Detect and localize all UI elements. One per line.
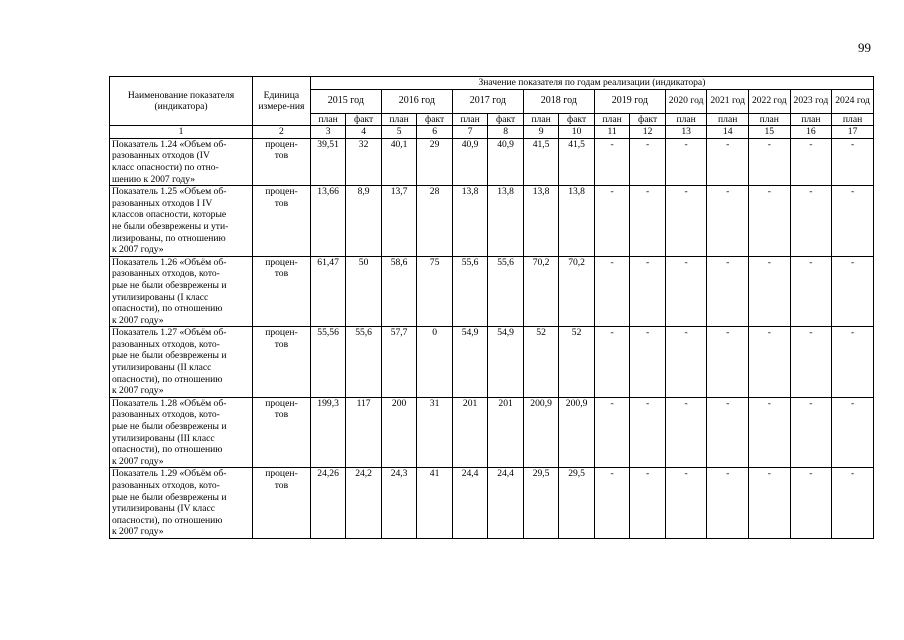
value-cell: - [594,327,630,398]
value-cell: 52 [559,327,595,398]
header-plan: план [381,113,417,126]
column-number: 14 [707,126,749,139]
value-cell: 39,51 [310,138,346,185]
value-cell: 13,8 [452,186,488,257]
value-cell: - [749,468,791,539]
column-number: 12 [630,126,666,139]
value-cell: - [832,138,874,185]
unit-cell [253,186,311,257]
table-row [110,256,874,327]
value-cell: 55,56 [310,327,346,398]
value-cell: 8,9 [346,186,382,257]
value-cell: - [790,138,832,185]
header-fact: факт [559,113,595,126]
indicator-name [110,186,253,257]
header-year: 2020 год [665,89,707,113]
value-cell: 75 [417,256,453,327]
indicator-name [110,138,253,185]
indicator-name-line: утилизированы (II класс [112,362,212,374]
indicator-name-line: классов опасности, которые [112,209,227,221]
value-cell: - [707,186,749,257]
indicator-name-line: Показатель 1.25 «Объем об- [112,186,227,198]
value-cell: 13,8 [559,186,595,257]
value-cell: - [594,256,630,327]
value-cell: 199,3 [310,397,346,468]
header-unit-col: Единица измере-ния [253,77,311,126]
indicator-name [110,397,253,468]
column-number: 8 [488,126,524,139]
value-cell: - [707,327,749,398]
value-cell: - [665,256,707,327]
value-cell: - [665,138,707,185]
value-cell: 29,5 [523,468,559,539]
header-plan: план [790,113,832,126]
value-cell: - [707,138,749,185]
value-cell: 200,9 [559,397,595,468]
value-cell: - [749,186,791,257]
value-cell: 32 [346,138,382,185]
column-number: 17 [832,126,874,139]
column-number: 2 [253,126,311,139]
value-cell: 40,1 [381,138,417,185]
indicator-name-line: Показатель 1.24 «Объем об- [112,138,227,150]
value-cell: - [594,186,630,257]
value-cell: 13,8 [488,186,524,257]
indicator-name-line: утилизированы (I класс [112,291,209,303]
indicator-name-line: разованных отходов I IV [112,197,213,209]
value-cell: 117 [346,397,382,468]
value-cell: - [665,327,707,398]
indicator-name-line: рые не были обезврежены и [112,279,227,291]
value-cell: - [594,138,630,185]
value-cell: 70,2 [523,256,559,327]
unit-line: процен- [265,256,298,268]
value-cell: - [630,256,666,327]
value-cell: - [630,327,666,398]
column-number: 13 [665,126,707,139]
value-cell: - [707,468,749,539]
indicator-name-line: рые не были обезврежены и [112,421,227,433]
indicator-name-line: класс опасности) по отно- [112,161,219,173]
indicator-name-line: Показатель 1.26 «Объём об- [112,256,227,268]
value-cell: 28 [417,186,453,257]
value-cell: - [665,186,707,257]
value-cell: - [665,397,707,468]
value-cell: - [832,327,874,398]
unit-line: процен- [265,468,298,480]
column-number: 3 [310,126,346,139]
header-plan: план [707,113,749,126]
indicator-name [110,256,253,327]
header-name-col: Наименование показателя (индикатора) [110,77,253,126]
unit-line: тов [274,409,289,421]
value-cell: 41,5 [559,138,595,185]
value-cell: 13,66 [310,186,346,257]
indicator-name-line: лизированы, по отношению [112,232,226,244]
table-row [110,397,874,468]
unit-line: процен- [265,138,298,150]
header-plan: план [594,113,630,126]
column-number: 1 [110,126,253,139]
value-cell: 54,9 [488,327,524,398]
value-cell: - [707,256,749,327]
value-cell: 41 [417,468,453,539]
indicator-name-line: опасности), по отношению [112,444,223,456]
value-cell: - [630,397,666,468]
header-row-1 [110,77,874,90]
value-cell: - [790,397,832,468]
value-cell: 24,4 [488,468,524,539]
value-cell: 13,7 [381,186,417,257]
table-row [110,327,874,398]
indicator-name-line: утилизированы (III класс [112,432,215,444]
header-plan: план [665,113,707,126]
table-row [110,468,874,539]
header-year: 2017 год [452,89,523,113]
column-number: 4 [346,126,382,139]
value-cell: - [749,138,791,185]
column-number: 6 [417,126,453,139]
indicator-name-line: разованных отходов (IV [112,150,210,162]
value-cell: - [749,256,791,327]
value-cell: 201 [488,397,524,468]
value-cell: 31 [417,397,453,468]
value-cell: 29 [417,138,453,185]
unit-line: процен- [265,397,298,409]
unit-cell [253,138,311,185]
header-fact: факт [346,113,382,126]
unit-line: тов [274,480,289,491]
value-cell: - [832,186,874,257]
header-plan: план [452,113,488,126]
column-number: 9 [523,126,559,139]
indicator-name-line: опасности), по отношению [112,514,223,526]
header-year: 2021 год [707,89,749,113]
unit-line: процен- [265,186,298,198]
header-plan: план [749,113,791,126]
indicator-name-line: не были обезврежены и ути- [112,220,229,232]
indicators-table [109,76,874,539]
indicator-name-line: к 2007 году» [112,244,164,256]
value-cell: 201 [452,397,488,468]
value-cell: - [790,327,832,398]
header-values-group: Значение показателя по годам реализации (индикатора) [310,77,873,90]
header-year: 2018 год [523,89,594,113]
value-cell: 58,6 [381,256,417,327]
unit-cell [253,256,311,327]
table-row [110,186,874,257]
value-cell: 55,6 [346,327,382,398]
header-row-column-numbers [110,126,874,139]
column-number: 15 [749,126,791,139]
unit-line: тов [274,197,289,209]
value-cell: - [707,397,749,468]
page-number: 99 [858,40,871,55]
indicator-name-line: разованных отходов, кото- [112,338,220,350]
indicator-name-line: к 2007 году» [112,455,164,467]
value-cell: - [749,327,791,398]
value-cell: 70,2 [559,256,595,327]
value-cell: 57,7 [381,327,417,398]
value-cell: - [594,397,630,468]
unit-line: тов [274,150,289,162]
indicator-name-line: шению к 2007 году» [112,173,196,185]
value-cell: 55,6 [488,256,524,327]
value-cell: - [665,468,707,539]
header-fact: факт [417,113,453,126]
indicator-name-line: рые не были обезврежены и [112,350,227,362]
value-cell: 24,26 [310,468,346,539]
value-cell: 40,9 [488,138,524,185]
column-number: 16 [790,126,832,139]
indicator-name-line: разованных отходов, кото- [112,480,220,491]
value-cell: 29,5 [559,468,595,539]
indicator-name [110,468,253,539]
value-cell: 13,8 [523,186,559,257]
column-number: 5 [381,126,417,139]
value-cell: 50 [346,256,382,327]
value-cell: 52 [523,327,559,398]
indicator-name-line: к 2007 году» [112,314,164,326]
column-number: 7 [452,126,488,139]
indicator-name-line: разованных отходов, кото- [112,409,220,421]
value-cell: - [594,468,630,539]
value-cell: 24,3 [381,468,417,539]
unit-line: процен- [265,327,298,339]
value-cell: 24,2 [346,468,382,539]
header-plan: план [832,113,874,126]
indicator-name-line: разованных отходов, кото- [112,268,220,280]
header-year: 2022 год [749,89,791,113]
value-cell: 200,9 [523,397,559,468]
value-cell: - [832,468,874,539]
unit-line: тов [274,338,289,350]
unit-line: тов [274,268,289,280]
value-cell: 0 [417,327,453,398]
indicator-name-line: Показатель 1.29 «Объём об- [112,468,227,480]
indicator-name-line: утилизированы (IV класс [112,503,215,515]
indicator-name-line: Показатель 1.28 «Объём об- [112,397,227,409]
unit-cell [253,468,311,539]
header-year: 2019 год [594,89,665,113]
value-cell: 200 [381,397,417,468]
value-cell: - [630,468,666,539]
value-cell: 61,47 [310,256,346,327]
indicator-name-line: Показатель 1.27 «Объём об- [112,327,227,339]
header-plan: план [523,113,559,126]
value-cell: - [790,468,832,539]
value-cell: 40,9 [452,138,488,185]
header-fact: факт [630,113,666,126]
header-plan: план [310,113,346,126]
value-cell: 41,5 [523,138,559,185]
indicator-name-line: опасности), по отношению [112,373,223,385]
header-fact: факт [488,113,524,126]
column-number: 10 [559,126,595,139]
value-cell: - [832,397,874,468]
indicator-name-line: к 2007 году» [112,526,164,538]
value-cell: - [832,256,874,327]
value-cell: - [630,186,666,257]
indicator-name-line: опасности), по отношению [112,303,223,315]
indicator-name-line: рые не были обезврежены и [112,491,227,503]
value-cell: - [790,256,832,327]
indicator-name-line: к 2007 году» [112,385,164,397]
value-cell: 24,4 [452,468,488,539]
column-number: 11 [594,126,630,139]
header-year: 2024 год [832,89,874,113]
value-cell: - [630,138,666,185]
header-year: 2023 год [790,89,832,113]
value-cell: - [749,397,791,468]
value-cell: 54,9 [452,327,488,398]
header-year: 2016 год [381,89,452,113]
table-row [110,138,874,185]
value-cell: 55,6 [452,256,488,327]
header-year: 2015 год [310,89,381,113]
unit-cell [253,397,311,468]
value-cell: - [790,186,832,257]
unit-cell [253,327,311,398]
indicator-name [110,327,253,398]
